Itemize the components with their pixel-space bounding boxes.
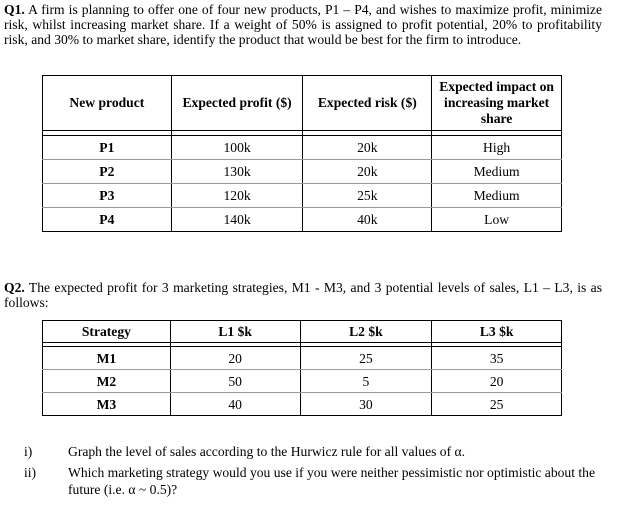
table-cell: P4 — [43, 208, 172, 232]
table-header-row — [43, 321, 562, 343]
table-cell: 130k — [171, 160, 303, 184]
table-row — [43, 208, 562, 232]
list-item — [0, 443, 601, 460]
table-row — [43, 370, 562, 393]
products-table — [42, 75, 562, 232]
list-item-number: ii) — [24, 465, 37, 480]
question-1-label: Q1. — [4, 2, 25, 17]
table-cell: Medium — [432, 160, 562, 184]
table-cell: Medium — [432, 184, 562, 208]
column-header: L2 $k — [300, 321, 432, 343]
table-cell: 20 — [170, 347, 300, 370]
column-header: Strategy — [43, 321, 171, 343]
table-row — [43, 136, 562, 160]
table-cell: High — [432, 136, 562, 160]
table-cell: M1 — [43, 347, 171, 370]
list-item-text: Which marketing strategy would you use if you were neither pessimistic nor optimistic about the future (i.e. α ~ 0.5)? — [68, 465, 596, 497]
table-cell: 25 — [300, 347, 432, 370]
column-header: Expected impact on increasing market share — [432, 76, 562, 131]
column-header: Expected risk ($) — [303, 76, 432, 131]
list-item — [0, 464, 601, 498]
column-header: L3 $k — [432, 321, 562, 343]
question-2-label: Q2. — [4, 280, 25, 295]
table-row — [43, 347, 562, 370]
table-cell: 20k — [303, 136, 432, 160]
list-item-text: Graph the level of sales according to the Hurwicz rule for all values of α. — [68, 444, 466, 459]
table-cell: P1 — [43, 136, 172, 160]
table-row — [43, 393, 562, 416]
strategies-table — [42, 320, 562, 416]
sub-questions-list — [0, 443, 619, 502]
table-cell: M2 — [43, 370, 171, 393]
column-header: L1 $k — [170, 321, 300, 343]
table-cell: 120k — [171, 184, 303, 208]
table-cell: 20 — [432, 370, 562, 393]
table-cell: 100k — [171, 136, 303, 160]
table-cell: 50 — [170, 370, 300, 393]
table-cell: 20k — [303, 160, 432, 184]
table-cell: 40 — [170, 393, 300, 416]
table-cell: P2 — [43, 160, 172, 184]
table-row — [43, 184, 562, 208]
table-row — [43, 160, 562, 184]
table-cell: M3 — [43, 393, 171, 416]
table-cell: 25 — [432, 393, 562, 416]
table-header-row — [43, 76, 562, 131]
table-cell: 30 — [300, 393, 432, 416]
table-cell: P3 — [43, 184, 172, 208]
question-1-text: A firm is planning to offer one of four new products, P1 – P4, and wishes to maximize profit, minimize risk, whilst increasing market share. If a weight of 50% is assigned to profit potential, 20% to profitability risk, and 30% to market share, identify the product that would be best for the firm to introduce. — [4, 2, 602, 47]
table-cell: 40k — [303, 208, 432, 232]
table-cell: 5 — [300, 370, 432, 393]
question-1 — [4, 2, 602, 47]
table-cell: 25k — [303, 184, 432, 208]
list-item-number: i) — [24, 444, 33, 459]
table-cell: 35 — [432, 347, 562, 370]
column-header: Expected profit ($) — [171, 76, 303, 131]
table-cell: 140k — [171, 208, 303, 232]
question-2 — [4, 280, 602, 310]
question-2-text: The expected profit for 3 marketing strategies, M1 - M3, and 3 potential levels of sales, L1 – L3, is as follows: — [4, 280, 603, 310]
column-header: New product — [43, 76, 172, 131]
table-cell: Low — [432, 208, 562, 232]
